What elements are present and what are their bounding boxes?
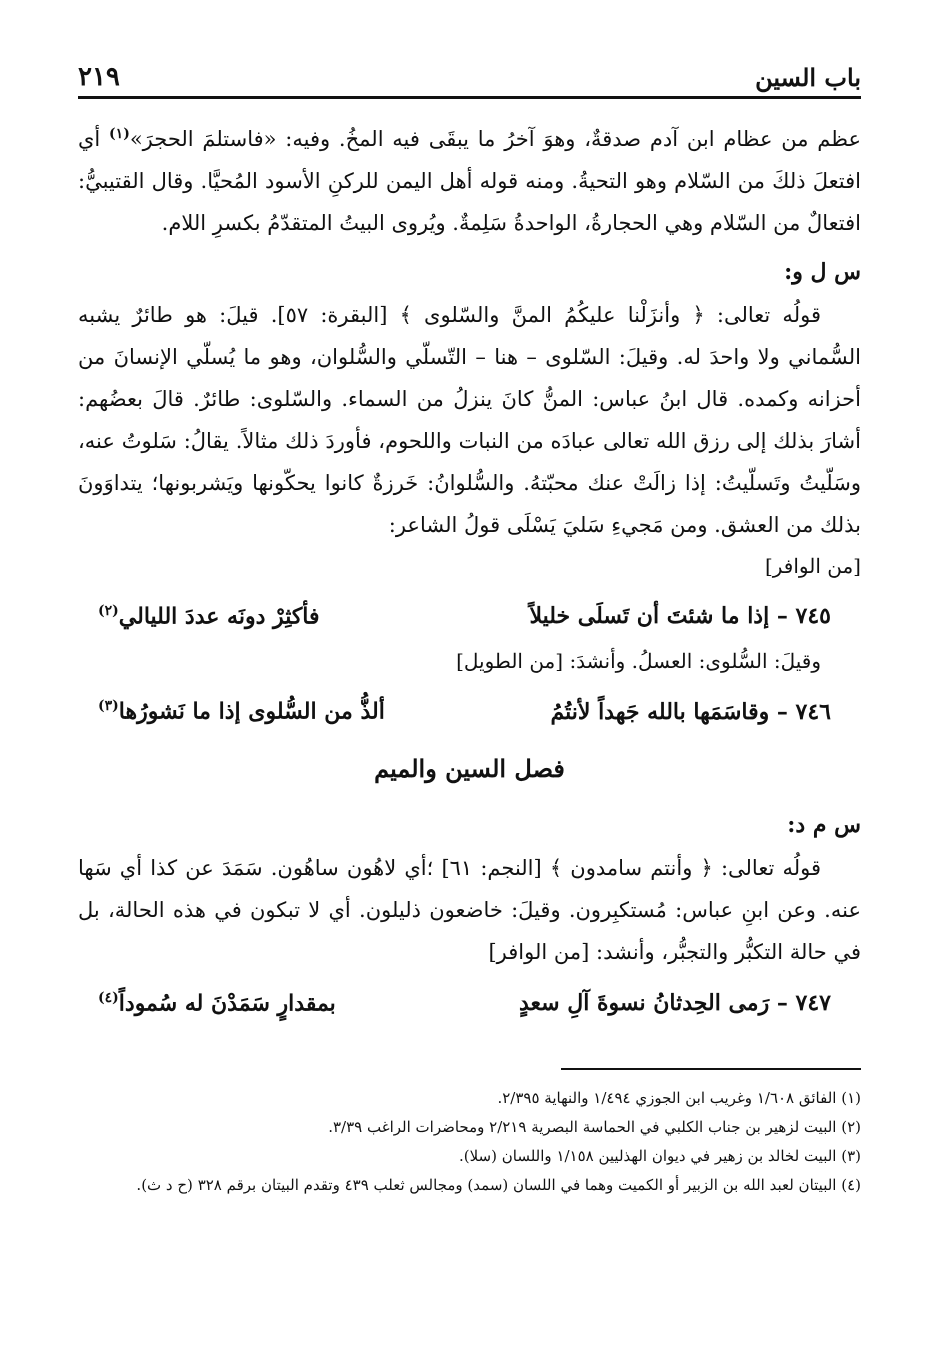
verse-747-first-half: ٧٤٧ – رَمى الحِدثانُ نسوةَ آلِ سعدٍ bbox=[518, 989, 831, 1016]
footnote-mark-3: (٣) bbox=[98, 698, 119, 715]
meter-note-1: [من الوافر] bbox=[764, 554, 861, 578]
footnote-mark-1: (١) bbox=[109, 126, 130, 142]
verse-746 bbox=[78, 681, 861, 736]
paragraph-4-text: قولُه تعالى: ﴿ وأنتم سامدون ﴾ [النجم: ٦١] ؛أي لاهُون ساهُون. سَمَدَ عن كذا أي سَها عنه. وعن ابنِ عباس: مُستكبِرون. وقيلَ: خاضعون ذليلون. أي لا تبكون في هذه الحالة، بل في حالة التكبُّر والتجبُّر، وأنشد: bbox=[78, 855, 861, 964]
paragraph-1 bbox=[78, 113, 861, 244]
footnote-rule bbox=[561, 1068, 861, 1070]
paragraph-1-text: عظم من عظام ابن آدم صدقةٌ، وهوَ آخرُ ما يبقَى فيه المخُ. وفيه: «فاستلمَ الحجرَ» bbox=[129, 127, 861, 151]
footnote-2: (٢) البيت لزهير بن جناب الكلبي في الحماسة البصرية ٢/٢١٩ ومحاضرات الراغب ٣/٣٩. bbox=[328, 1117, 861, 1136]
verse-746-second-half bbox=[98, 681, 385, 736]
meter-note-3: [من الوافر] bbox=[488, 939, 590, 964]
verse-745 bbox=[78, 586, 861, 641]
verse-746-second-text: ألذُّ من السُّلوى إذا ما نَشورُها bbox=[118, 698, 385, 725]
footnote-3: (٣) البيت لخالد بن زهير في ديوان الهذليين ١/١٥٨ واللسان (سلا). bbox=[458, 1146, 861, 1165]
verse-746-first-half: ٧٤٦ – وقاسَمَها بالله جَهداً لأنتُمُ bbox=[550, 698, 831, 725]
chapter-title: باب السين bbox=[755, 63, 861, 92]
verse-747-second-half bbox=[98, 973, 336, 1028]
verse-745-second-half bbox=[98, 586, 320, 641]
paragraph-4 bbox=[78, 847, 861, 973]
paragraph-2: قولُه تعالى: ﴿ وأنزَلْنا عليكُمُ المنَّ والسّلوى ﴾ [البقرة: ٥٧]. قيلَ: هو طائرٌ يشبه السُّماني ولا واحدَ له. وقيلَ: السّلوى – هنا – التّسلّي والسُّلوان، وهو ما يُسلّي الإنسانَ من أحزانه وكمده. قال ابنُ عباس: المنُّ كانَ ينزلُ من السماء. والسّلوى: طائرٌ. قالَ بعضُهم: أشارَ بذلك إلى رزق الله تعالى عبادَه من النبات واللحوم، فأوردَ ذلك مثالاً. يقالُ: سَلوتُ عنه، وسَلّيتُ وتَسلّيتُ: إذا زالَتْ عنك محبّتهُ. والسُّلوانُ: خَرزةٌ كانوا يحكّونها ويَشربونها؛ يتداوَونَ بذلك من العشق. ومن مَجيءِ سَليَ يَسْلَى قولُ الشاعر: bbox=[78, 303, 861, 537]
verse-747 bbox=[78, 973, 861, 1028]
verse-745-first-half: ٧٤٥ – إذا ما شئتَ أن تَسلَى خليلاً bbox=[529, 603, 831, 630]
footnote-1: (١) الفائق ١/٦٠٨ وغريب ابن الجوزي ١/٤٩٤ والنهاية ٢/٣٩٥. bbox=[497, 1088, 861, 1107]
verse-745-second-text: فأكثِرْ دونَه عددَ الليالي bbox=[118, 603, 320, 630]
root-heading-slw: س ل و: bbox=[784, 259, 861, 285]
meter-note-2: [من الطويل] bbox=[456, 649, 564, 674]
running-header bbox=[78, 52, 861, 92]
paragraph-3 bbox=[78, 641, 861, 681]
header-rule bbox=[78, 96, 861, 99]
footnotes bbox=[78, 1084, 861, 1200]
page-number: ٢١٩ bbox=[78, 62, 120, 92]
section-title: فصل السين والميم bbox=[374, 753, 565, 783]
paragraph-1-rest: أي افتعلَ ذلكَ من السّلام وهو التحيةُ. ومنه قوله أهل اليمن للركنِ الأسود المُحيَّا. وقال القتيبيُّ: افتعالٌ من السّلام وهي الحجارةُ، الواحدةُ سَلِمةٌ. ويُروى البيتُ المتقدّمُ بكسرِ اللام. bbox=[78, 127, 861, 235]
verse-747-second-text: بمقدارٍ سَمَدْنَ له سُموداً bbox=[118, 989, 336, 1016]
footnote-4: (٤) البيتان لعبد الله بن الزبير أو الكميت وهما في اللسان (سمد) ومجالس ثعلب ٤٣٩ وتقدم البيتان برقم ٣٢٨ (ح د ث). bbox=[136, 1175, 861, 1194]
root-heading-smd: س م د: bbox=[787, 811, 861, 838]
footnote-mark-2: (٢) bbox=[98, 603, 119, 619]
paragraph-3-text: وقيلَ: السُّلوى: العسلُ. وأنشدَ: bbox=[569, 649, 821, 674]
footnote-mark-4: (٤) bbox=[98, 989, 119, 1006]
